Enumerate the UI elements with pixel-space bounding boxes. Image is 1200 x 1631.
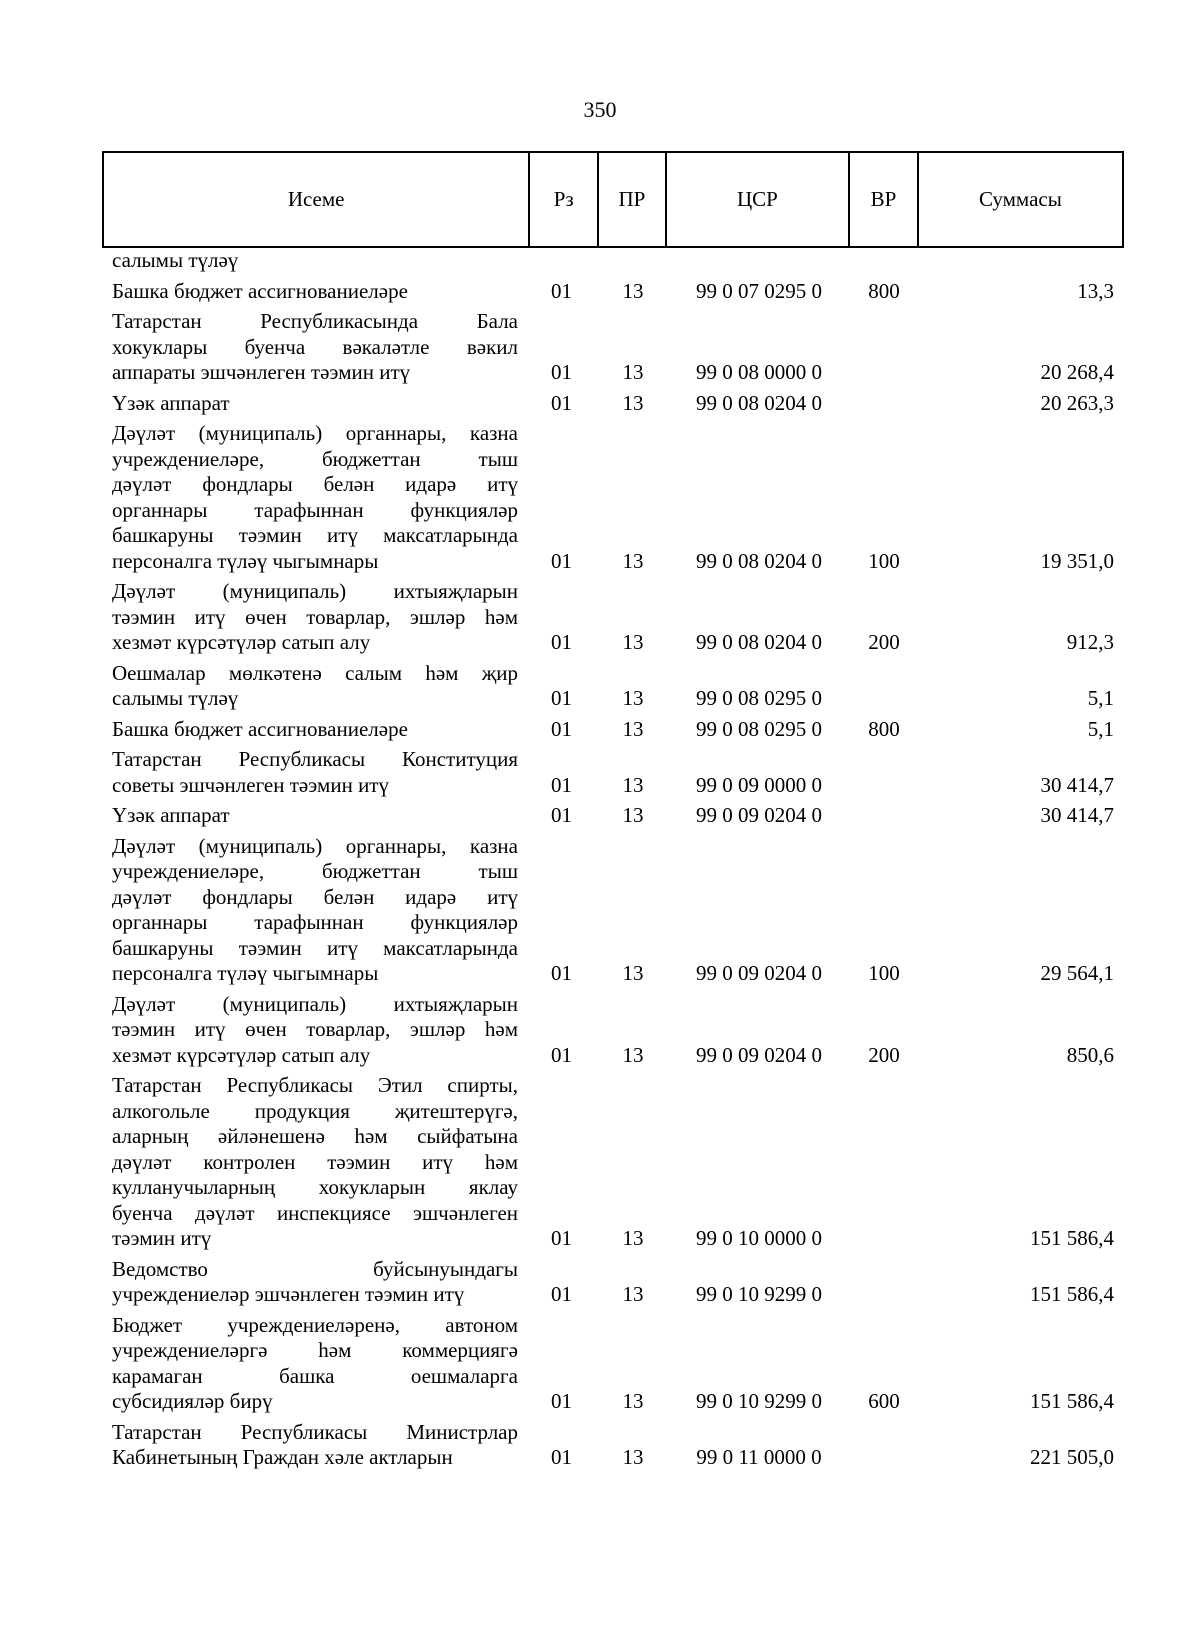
row-name-line: органнары тарафыннан функцияләр (112, 910, 518, 934)
row-csr: 99 0 09 0204 0 (696, 961, 822, 985)
row-csr: 99 0 09 0204 0 (696, 1042, 822, 1067)
row-name (112, 1257, 518, 1308)
row-name-line: салымы түләү (112, 686, 239, 710)
table-row (112, 1313, 1124, 1415)
row-vr: 200 (868, 630, 900, 654)
row-vr: 600 (868, 1389, 900, 1413)
table-row (112, 248, 1124, 274)
row-rz: 01 (551, 803, 572, 827)
row-name-line: субсидияләр бирү (112, 1389, 273, 1413)
row-name-line: карамаган башка оешмаларга (112, 1363, 518, 1388)
row-name-line: учреждениеләре, бюджеттан тыш (112, 446, 518, 471)
row-name-line: хезмәт күрсәтүләр сатып алу (112, 630, 371, 654)
row-name-line: учреждениеләр эшчәнлеген тәэмин итү (112, 1282, 465, 1306)
row-name (112, 717, 518, 743)
row-rz: 01 (551, 716, 572, 741)
row-name (112, 834, 518, 987)
table-row (112, 391, 1124, 417)
row-pr: 13 (622, 803, 644, 827)
row-rz: 01 (551, 1389, 572, 1413)
row-name (112, 1313, 518, 1415)
row-rz: 01 (551, 961, 572, 985)
table-row (112, 992, 1124, 1069)
row-name-line: башкаруны тәэмин итү максатларында (112, 935, 518, 960)
row-name-line: Дәүләт (муниципаль) ихтыяҗларын (112, 991, 518, 1016)
row-name (112, 391, 518, 417)
header-name: Исеме (104, 153, 530, 246)
row-name-line: органнары тарафыннан функцияләр (112, 497, 518, 522)
row-name (112, 1420, 518, 1471)
row-name (112, 992, 518, 1069)
row-csr: 99 0 11 0000 0 (696, 1445, 822, 1469)
row-csr: 99 0 08 0204 0 (696, 630, 822, 654)
row-name (112, 661, 518, 712)
row-pr: 13 (622, 961, 644, 985)
row-sum: 151 586,4 (1030, 1389, 1114, 1413)
row-rz: 01 (551, 1226, 572, 1250)
table-row (112, 747, 1124, 798)
row-pr: 13 (622, 630, 644, 654)
row-name-line: советы эшчәнлеген тәэмин итү (112, 772, 389, 797)
row-rz: 01 (551, 390, 572, 415)
row-name-line: персоналга түләү чыгымнары (112, 961, 379, 985)
row-name-line: Бюджет учреждениеләренә, автоном (112, 1312, 518, 1337)
row-name-line: Татарстан Республикасында Бала (112, 309, 518, 333)
row-name-line: учреждениеләре, бюджеттан тыш (112, 859, 518, 883)
row-vr: 800 (868, 716, 900, 741)
table-body (112, 248, 1124, 1471)
row-name (112, 421, 518, 574)
row-sum: 20 263,3 (1040, 390, 1114, 415)
row-csr: 99 0 08 0295 0 (696, 686, 822, 710)
row-name-line: Оешмалар мөлкәтенә салым һәм җир (112, 660, 518, 685)
row-name-line: Үзәк аппарат (112, 803, 230, 827)
row-csr: 99 0 07 0295 0 (696, 278, 822, 303)
row-pr: 13 (622, 390, 644, 415)
row-vr: 200 (868, 1042, 900, 1067)
row-name-line: буенча дәүләт инспекциясе эшчәнлеген (112, 1200, 518, 1225)
row-name-line: учреждениеләргә һәм коммерциягә (112, 1338, 518, 1362)
header-vr: ВР (850, 153, 919, 246)
row-sum: 5,1 (1087, 716, 1114, 741)
row-name (112, 279, 518, 305)
row-rz: 01 (551, 360, 572, 384)
row-sum: 13,3 (1077, 278, 1114, 303)
row-name-line: Дәүләт (муниципаль) органнары, казна (112, 833, 518, 858)
row-name-line: тәэмин итү өчен товарлар, эшләр һәм (112, 1017, 518, 1041)
row-csr: 99 0 10 9299 0 (696, 1282, 822, 1306)
table-row (112, 834, 1124, 987)
row-csr: 99 0 08 0000 0 (696, 360, 822, 384)
row-name-line: Татарстан Республикасы Министрлар (112, 1419, 518, 1444)
row-sum: 221 505,0 (1030, 1445, 1114, 1469)
row-pr: 13 (622, 1282, 644, 1306)
row-sum: 30 414,7 (1040, 772, 1114, 797)
row-sum: 850,6 (1066, 1042, 1114, 1067)
row-name-line: Дәүләт (муниципаль) органнары, казна (112, 421, 518, 445)
table-row (112, 803, 1124, 829)
row-name (112, 579, 518, 656)
header-rz: Рз (530, 153, 599, 246)
row-pr: 13 (622, 548, 644, 573)
row-csr: 99 0 10 0000 0 (696, 1226, 822, 1250)
row-name-line: хезмәт күрсәтүләр сатып алу (112, 1042, 371, 1067)
row-pr: 13 (622, 1226, 644, 1250)
row-pr: 13 (622, 1445, 644, 1469)
row-pr: 13 (622, 360, 644, 384)
table-row (112, 309, 1124, 386)
row-name-line: Үзәк аппарат (112, 390, 230, 415)
row-name (112, 309, 518, 386)
row-sum: 19 351,0 (1040, 548, 1114, 573)
row-rz: 01 (551, 1042, 572, 1067)
row-name-line: Ведомство буйсынуындагы (112, 1256, 518, 1281)
row-csr: 99 0 09 0204 0 (696, 803, 822, 827)
row-name (112, 803, 518, 829)
row-name (112, 1073, 518, 1252)
page-number: 350 (583, 97, 617, 122)
row-vr: 100 (868, 548, 900, 573)
table-header (102, 151, 1124, 248)
table-row (112, 1257, 1124, 1308)
table-row (112, 579, 1124, 656)
row-sum: 30 414,7 (1040, 803, 1114, 827)
row-pr: 13 (622, 716, 644, 741)
row-rz: 01 (551, 630, 572, 654)
row-sum: 20 268,4 (1040, 360, 1114, 384)
header-pr: ПР (599, 153, 667, 246)
table-row (112, 661, 1124, 712)
row-name-line: салымы түләү (112, 248, 239, 272)
row-rz: 01 (551, 1445, 572, 1469)
row-sum: 151 586,4 (1030, 1282, 1114, 1306)
row-name-line: аларның әйләнешенә һәм сыйфатына (112, 1124, 518, 1148)
row-name-line: Кабинетының Граждан хәле актларын (112, 1445, 453, 1469)
row-csr: 99 0 10 9299 0 (696, 1389, 822, 1413)
row-rz: 01 (551, 772, 572, 797)
table-row (112, 279, 1124, 305)
row-name-line: Татарстан Республикасы Конституция (112, 747, 518, 771)
row-rz: 01 (551, 278, 572, 303)
row-rz: 01 (551, 1282, 572, 1306)
row-name-line: Башка бюджет ассигнованиеләре (112, 716, 408, 741)
row-csr: 99 0 08 0204 0 (696, 548, 822, 573)
row-rz: 01 (551, 686, 572, 710)
table-row (112, 421, 1124, 574)
row-sum: 151 586,4 (1030, 1226, 1114, 1250)
row-name-line: Татарстан Республикасы Этил спирты, (112, 1073, 518, 1097)
row-name-line: алкогольле продукция җитештерүгә, (112, 1098, 518, 1123)
row-pr: 13 (622, 1042, 644, 1067)
row-name-line: аппараты эшчәнлеген тәэмин итү (112, 360, 411, 384)
row-name-line: хокуклары буенча вәкаләтле вәкил (112, 334, 518, 359)
row-name-line: дәүләт фондлары белән идарә итү (112, 884, 518, 909)
row-csr: 99 0 08 0204 0 (696, 390, 822, 415)
row-name-line: дәүләт фондлары белән идарә итү (112, 472, 518, 496)
row-name-line: Дәүләт (муниципаль) ихтыяҗларын (112, 579, 518, 603)
row-name-line: дәүләт контролен тәэмин итү һәм (112, 1149, 518, 1174)
row-vr: 800 (868, 278, 900, 303)
row-vr: 100 (868, 961, 900, 985)
header-csr: ЦСР (667, 153, 850, 246)
row-name-line: башкаруны тәэмин итү максатларында (112, 523, 518, 547)
table-row (112, 717, 1124, 743)
row-name-line: тәэмин итү өчен товарлар, эшләр һәм (112, 604, 518, 629)
table-row (112, 1073, 1124, 1252)
row-sum: 912,3 (1066, 630, 1114, 654)
row-name-line: тәэмин итү (112, 1226, 212, 1250)
row-name (112, 747, 518, 798)
row-rz: 01 (551, 548, 572, 573)
row-pr: 13 (622, 1389, 644, 1413)
row-name-line: Башка бюджет ассигнованиеләре (112, 278, 408, 303)
header-sum: Суммасы (978, 187, 1062, 211)
row-name-line: кулланучыларның хокукларын яклау (112, 1175, 518, 1199)
row-pr: 13 (622, 772, 644, 797)
row-csr: 99 0 09 0000 0 (696, 772, 822, 797)
row-name (112, 248, 518, 274)
row-sum: 29 564,1 (1040, 961, 1114, 985)
row-sum: 5,1 (1087, 686, 1114, 710)
row-csr: 99 0 08 0295 0 (696, 716, 822, 741)
row-name-line: персоналга түләү чыгымнары (112, 548, 379, 573)
row-pr: 13 (622, 686, 644, 710)
row-pr: 13 (622, 278, 644, 303)
table-row (112, 1420, 1124, 1471)
